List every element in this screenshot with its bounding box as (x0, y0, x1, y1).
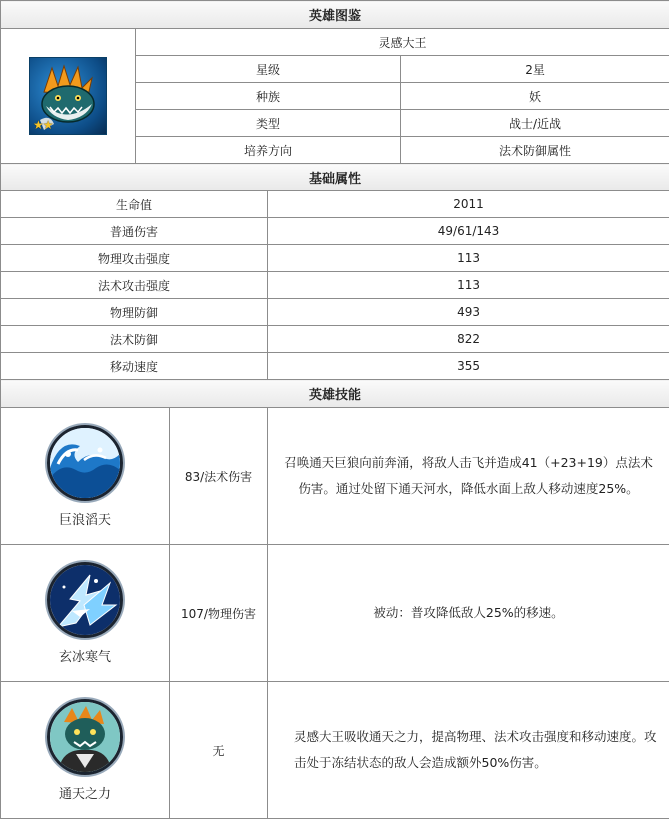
attribute-value: 355 (268, 353, 669, 380)
hero-row-label: 种族 (136, 83, 401, 110)
skill-icon-cell (1, 545, 170, 682)
hero-portrait (29, 57, 107, 135)
attribute-label: 生命值 (1, 191, 268, 218)
skill-description: 召唤通天巨狼向前奔涌，将敌人击飞并造成41（+23+19）点法术伤害。通过处留下通天河水，降低水面上敌人移动速度25%。 (268, 408, 669, 545)
hero-row-value: 妖 (401, 83, 669, 110)
hero-section-title: 英雄图鉴 (1, 1, 669, 29)
skill-cost: 107/物理伤害 (170, 545, 268, 682)
portrait-stars: ★★ (33, 118, 53, 132)
skill-description: 被动：普攻降低敌人25%的移速。 (268, 545, 669, 682)
attribute-label: 法术攻击强度 (1, 272, 268, 299)
hero-name: 灵感大王 (136, 29, 669, 56)
skill-cost: 无 (170, 682, 268, 819)
attribute-label: 法术防御 (1, 326, 268, 353)
skill-description: 灵感大王吸收通天之力，提高物理、法术攻击强度和移动速度。攻击处于冻结状态的敌人会造成额外50%伤害。 (268, 682, 669, 819)
skill-icon-cell (1, 408, 170, 545)
skill-icon-cell (1, 682, 170, 819)
hero-portrait-cell (1, 29, 136, 164)
hero-row-label: 类型 (136, 110, 401, 137)
attribute-label: 普通伤害 (1, 218, 268, 245)
hero-row-value: 2星 (401, 56, 669, 83)
skill-name: 玄冰寒气 (58, 649, 111, 665)
attribute-value: 2011 (268, 191, 669, 218)
skill-name: 巨浪滔天 (58, 512, 111, 528)
attribute-label: 物理攻击强度 (1, 245, 268, 272)
fish-demon-icon (47, 699, 123, 775)
attribute-value: 822 (268, 326, 669, 353)
attribute-label: 物理防御 (1, 299, 268, 326)
hero-row-value: 法术防御属性 (401, 137, 669, 164)
hero-row-label: 星级 (136, 56, 401, 83)
hero-row-value: 战士/近战 (401, 110, 669, 137)
wave-icon (47, 425, 123, 501)
ice-crystal-icon (47, 562, 123, 638)
attribute-value: 113 (268, 245, 669, 272)
attribute-value: 113 (268, 272, 669, 299)
skill-name: 通天之力 (58, 786, 111, 802)
attribute-value: 493 (268, 299, 669, 326)
skills-section-title: 英雄技能 (1, 380, 669, 408)
hero-row-label: 培养方向 (136, 137, 401, 164)
skill-cost: 83/法术伤害 (170, 408, 268, 545)
attributes-section-title: 基础属性 (1, 164, 669, 191)
attribute-label: 移动速度 (1, 353, 268, 380)
attribute-value: 49/61/143 (268, 218, 669, 245)
